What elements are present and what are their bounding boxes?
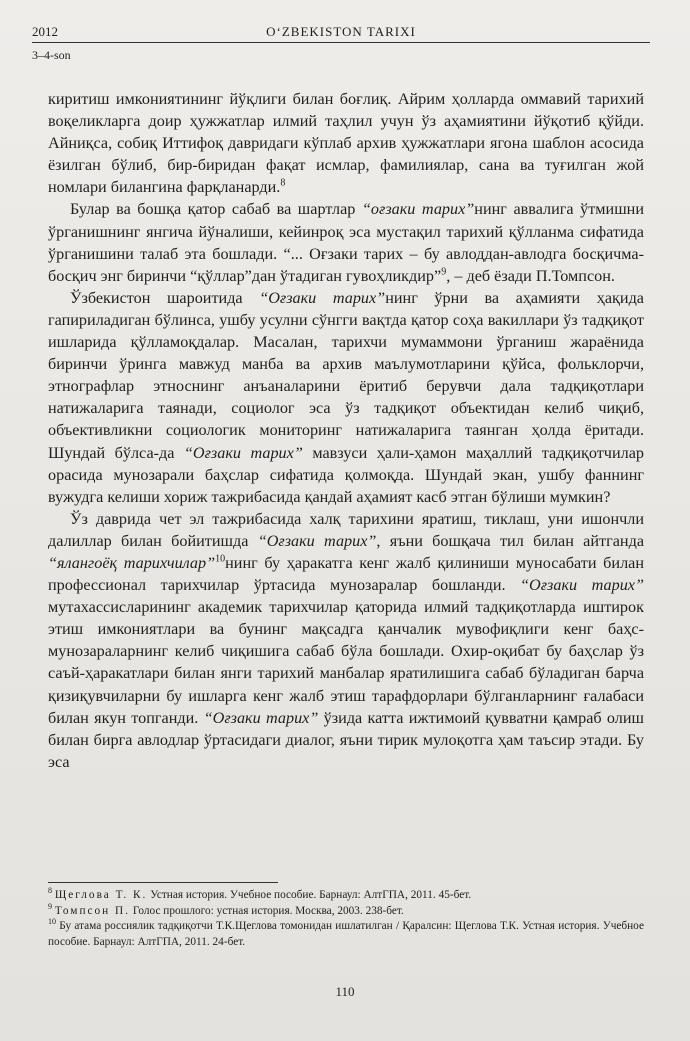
header-year: 2012 (32, 24, 58, 39)
paragraph-2-text-a: Булар ва бошқа қатор сабаб ва шартлар (70, 200, 362, 219)
footnote-number: 9 (48, 901, 52, 911)
paragraph-2-text-c: , – деб ёзади П.Томпсон. (446, 266, 615, 285)
paragraph-4-italic-term-1: “Оғзаки тарих” (257, 531, 377, 550)
paragraph-3-italic-term-2: “Оғзаки тарих” (183, 443, 303, 462)
footnote-number: 8 (48, 886, 52, 896)
paragraph-3-italic-term-1: “Оғзаки тарих” (259, 288, 386, 307)
footnote-author: Щеглова Т. К. (54, 889, 148, 901)
footnote-author: Томпсон П. (54, 904, 131, 917)
article-body (48, 88, 644, 773)
paragraph-4 (48, 508, 644, 773)
paragraph-2-text-b: нинг аввалига ўтмишни ўрганишнинг янгича йўналиши, кейинроқ эса мустақил тарихий қўлланма сифатида ўрганишини талаб эта бошлади. “... Оғзаки тарих – бу авлоддан-авлодга босқичма-босқич энг биринчи “қўллар”дан ўтадиган гувоҳликдир” (48, 200, 645, 285)
footnote-ref-8: 8 (280, 177, 286, 189)
header-issue: 3–4-son (32, 48, 71, 62)
paragraph-4-text-d: мутахассисларининг академик тарихчилар қаторида илмий тадқиқотларда иштирок этиш имкониятлари ва бунинг мақсадга қанчалик мувофиқлиги кенг баҳс-мунозараларнинг келиб чиқишига сабаб бўла бошлади. Охир-оқибат бу баҳслар ўз саъй-ҳаракатлари билан янги тарихий манбалар яратилишига сабаб бўладиган барча қизиқувчиларни бу ишларга кенг жалб этиш тарафдорлари бўлганларнинг ғалабаси билан якун топганди. (48, 598, 644, 727)
paragraph-1-text: киритиш имкониятининг йўқлиги билан боғлиқ. Айрим ҳолларда оммавий тарихий воқеликларга доир ҳужжатлар илмий таҳлил учун ўз аҳамиятини йўқотиб қўйди. Айниқса, собиқ Иттифоқ давридаги кўплаб архив ҳужжатлари ягона шаблон асосида ёзилган бўлиб, бир-биридан фақат исмлар, фамилиялар, сана ва туғилган жой номлари билангина фарқланарди. (48, 90, 644, 197)
page-number: 110 (335, 984, 355, 999)
paragraph-4-text-c: нинг бу ҳаракатга кенг жалб қилиниши муносабати билан профессионал тарихчилар ўртасида мунозаралар бошланди. (48, 553, 644, 595)
footnote-ref-10: 10 (215, 553, 226, 565)
paragraph-4-italic-term-2: “ялангоёқ тарихчилар” (48, 553, 216, 572)
paragraph-3-text-c: мавзуси ҳали-ҳамон маҳаллий тадқиқотчилар орасида мунозарали баҳслар сифатида қолмоқда. Шундай экан, ушбу фаннинг вужудга келиши хориж тажрибасида қандай аҳамият касб этган бўлиши мумкин? (48, 443, 644, 506)
footnote-text: Устная история. Учебное пособие. Барнаул: АлтГПА, 2011. 45-бет. (147, 889, 472, 901)
footnote-10 (48, 919, 644, 950)
footnote-number: 10 (48, 917, 56, 927)
paragraph-1 (48, 88, 644, 198)
footnote-separator (48, 882, 278, 883)
footnote-text: Голос прошлого: устная история. Москва, 2003. 238-бет. (130, 904, 404, 917)
paragraph-4-text-a: Ўз даврида чет эл тажрибасида халқ тарихини яратиш, тиклаш, уни ишончли далиллар билан бойитишда (48, 509, 644, 550)
paragraph-4-italic-term-3: “Оғзаки тарих” (520, 576, 644, 595)
paragraph-4-text-b: , яъни бошқача тил билан айтганда (376, 531, 644, 550)
paragraph-4-text-e: ўзида катта ижтимоий қувватни қамраб олиш билан бирга авлодлар ўртасидаги диалог, яъни тирик мулоқотга ҳам таъсир этади. Бу эса (48, 708, 644, 771)
paragraph-4-italic-term-4: “Оғзаки тарих” (203, 708, 319, 727)
paragraph-3-text-a: Ўзбекистон шароитида (70, 288, 260, 307)
header-journal-title: O‘ZBEKISTON TARIXI (266, 24, 416, 39)
paragraph-2 (48, 198, 644, 286)
footnote-9 (48, 901, 644, 920)
footnotes (48, 888, 644, 950)
paragraph-2-italic-term: “оғзаки тарих” (361, 200, 475, 219)
footnote-ref-9: 9 (441, 266, 447, 278)
paragraph-3 (48, 287, 644, 508)
running-header (32, 22, 650, 43)
footnote-text: Бу атама россиялик тадқиқотчи Т.К.Щеглова томонидан ишлатилган / Қаралсин: Щеглова Т.К. Устная история. Учебное пособие. Барнаул: АлтГПА, 2011. 24-бет. (48, 920, 644, 948)
footnote-8 (48, 888, 644, 904)
paragraph-3-text-b: нинг ўрни ва аҳамияти ҳақида гапириладиган бўлинса, ушбу усулни сўнгги вақтда қатор соҳа вакиллари ўз тадқиқот ишларида қўлламоқдалар. Масалан, тарихчи мумаммони ўрганиш жараёнида биринчи ўринга мавжуд манба ва архив маълумотларини қўйса, фольклорчи, этнографлар этноснинг анъаналарини ёритиб берувчи дала тадқиқотлари натижаларига таянади, социолог эса ўз тадқиқот объектидан келиб чиқиб, объективликни социологик мониторинг натижаларига таянган ҳолда ёритади. Шундай бўлса-да (48, 288, 644, 462)
